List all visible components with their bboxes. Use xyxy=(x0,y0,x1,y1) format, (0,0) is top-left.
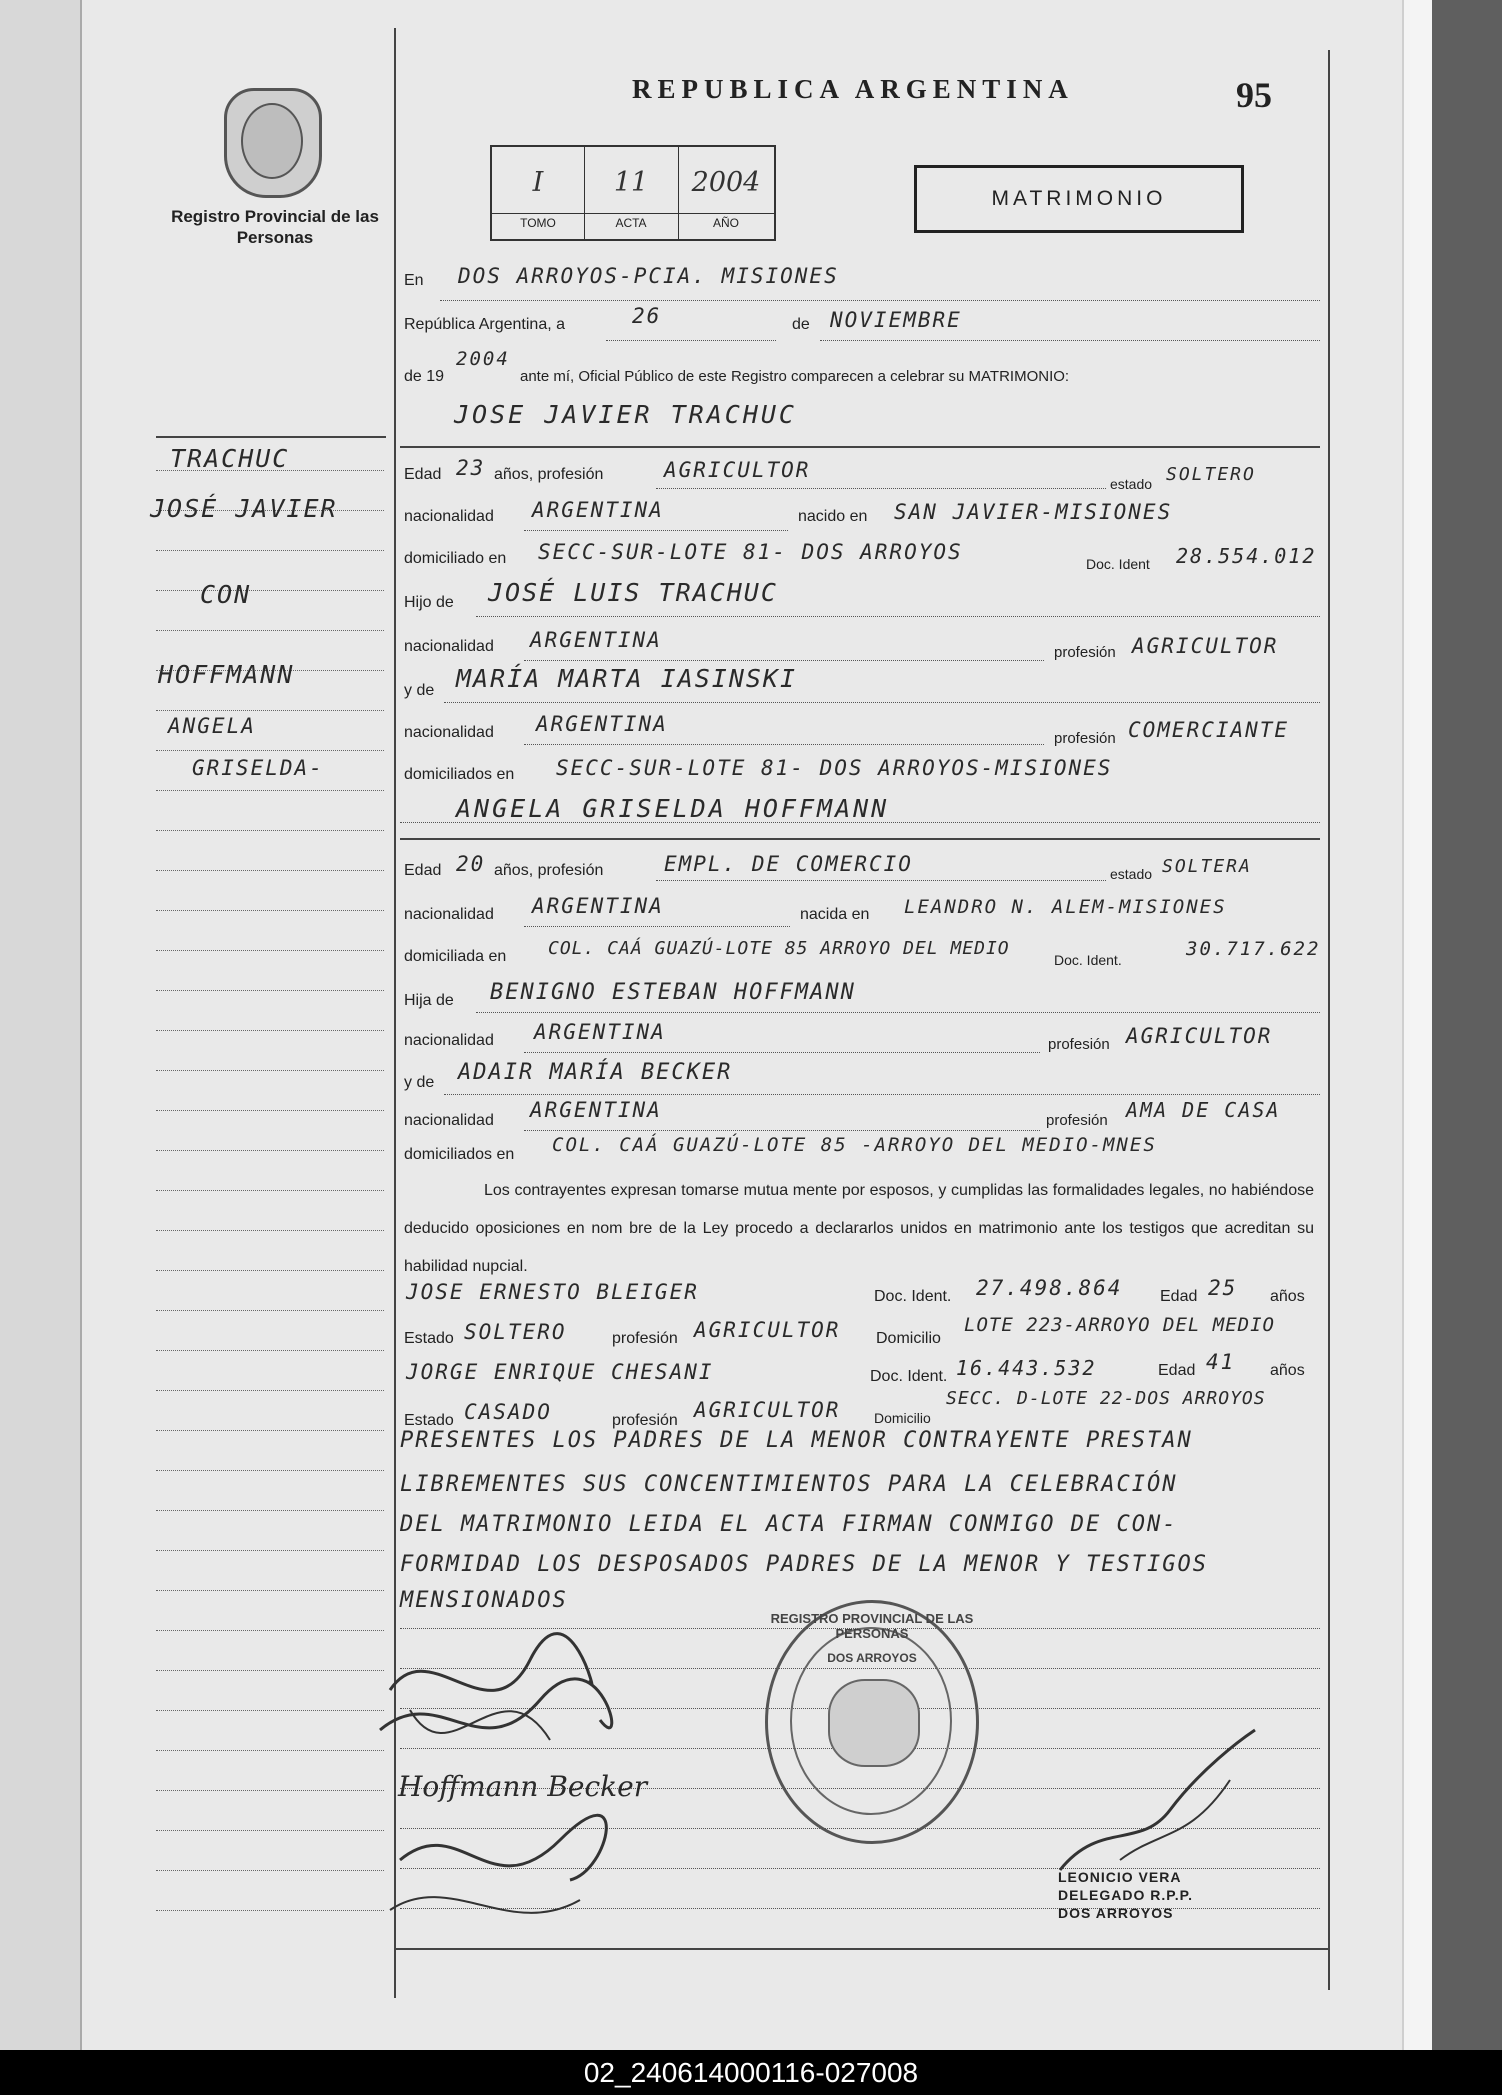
margin-ruled-line xyxy=(156,1150,384,1151)
margin-ruled-line xyxy=(156,750,384,751)
margin-ruled-line xyxy=(156,1710,384,1711)
bride-padre-prof: AGRICULTOR xyxy=(1126,1024,1273,1048)
nac-label-bride: nacionalidad xyxy=(404,906,494,923)
witness1-dom-label: Domicilio xyxy=(876,1330,941,1347)
bottom-rule xyxy=(394,1948,1330,1950)
groom-estado: SOLTERO xyxy=(1166,464,1256,485)
witness1-doc: 27.498.864 xyxy=(976,1276,1123,1300)
margin-ruled-line xyxy=(156,550,384,551)
margin-ruled-line xyxy=(156,1070,384,1071)
witness1-edad: 25 xyxy=(1208,1276,1238,1300)
margin-bride-given1: ANGELA xyxy=(168,714,256,738)
witness1-profesion: AGRICULTOR xyxy=(694,1318,841,1342)
anos-prof-label: años, profesión xyxy=(494,466,604,483)
edad-label-bride: Edad xyxy=(404,862,442,879)
dotted-rule xyxy=(476,1012,1320,1013)
margin-ruled-line xyxy=(156,1750,384,1751)
dotted-rule xyxy=(444,702,1320,703)
place: DOS ARROYOS-PCIA. MISIONES xyxy=(458,264,839,288)
doc-label-bride: Doc. Ident. xyxy=(1054,952,1122,968)
right-border xyxy=(1328,50,1330,1990)
doms-label-bride: domiciliados en xyxy=(404,1146,515,1163)
margin-ruled-line xyxy=(156,830,384,831)
margin-ruled-line xyxy=(156,1390,384,1391)
acta-value: 11 xyxy=(613,167,649,198)
margin-ruled-line xyxy=(156,1590,384,1591)
margin-ruled-line xyxy=(156,1190,384,1191)
note-line-5: MENSIONADOS xyxy=(400,1588,568,1613)
margin-ruled-line xyxy=(156,950,384,951)
dotted-rule xyxy=(524,926,790,927)
margin-ruled-line xyxy=(156,1910,384,1911)
margin-ruled-line xyxy=(156,910,384,911)
dotted-rule xyxy=(524,660,1044,661)
bride-padre-nac: ARGENTINA xyxy=(534,1020,666,1044)
witness2-prof-label: profesión xyxy=(612,1412,678,1429)
signature-hoffmann: Hoffmann Becker xyxy=(398,1770,648,1803)
hija-label: Hija de xyxy=(404,992,454,1009)
dotted-rule xyxy=(820,340,1320,341)
witness2-estado-label: Estado xyxy=(404,1412,454,1429)
rep-label: República Argentina, a xyxy=(404,316,565,333)
official-office: DOS ARROYOS xyxy=(1058,1905,1174,1921)
edad-label: Edad xyxy=(404,466,442,483)
note-line-3: DEL MATRIMONIO LEIDA EL ACTA FIRMAN CONMIGO DE CON- xyxy=(400,1512,1178,1537)
groom-madre-prof: COMERCIANTE xyxy=(1128,718,1290,742)
section-rule xyxy=(400,838,1320,840)
witness1-estado: SOLTERO xyxy=(464,1320,567,1344)
groom-nacido-en: SAN JAVIER-MISIONES xyxy=(894,500,1173,524)
doc-label: Doc. Ident xyxy=(1086,556,1150,572)
year: 2004 xyxy=(456,348,510,370)
day: 26 xyxy=(632,304,662,328)
witness2-doc: 16.443.532 xyxy=(956,1356,1097,1380)
seal-outer-text: REGISTRO PROVINCIAL DE LAS PERSONAS xyxy=(770,1611,974,1641)
anio-value: 2004 xyxy=(691,167,761,198)
margin-ruled-line xyxy=(156,1550,384,1551)
groom-padre-nac: ARGENTINA xyxy=(530,628,662,652)
note-line-4: FORMIDAD LOS DESPOSADOS PADRES DE LA MENOR Y TESTIGOS xyxy=(400,1552,1208,1577)
tomo-cell xyxy=(492,147,585,239)
de-label: de xyxy=(792,316,810,333)
margin-ruled-line xyxy=(156,870,384,871)
margin-ruled-line xyxy=(156,1350,384,1351)
margin-ruled-line xyxy=(156,1510,384,1511)
anos-prof-label-bride: años, profesión xyxy=(494,862,604,879)
groom-madre: MARÍA MARTA IASINSKI xyxy=(456,664,798,693)
dotted-rule xyxy=(656,880,1106,881)
page-number: 95 xyxy=(1236,75,1272,115)
dotted-rule xyxy=(606,340,776,341)
nac-label: nacionalidad xyxy=(404,508,494,525)
witness2-profesion: AGRICULTOR xyxy=(694,1398,841,1422)
dom-label-bride: domiciliada en xyxy=(404,948,507,965)
margin-ruled-line xyxy=(156,1270,384,1271)
padre-nac-label-bride: nacionalidad xyxy=(404,1032,494,1049)
bride-madre: ADAIR MARÍA BECKER xyxy=(458,1060,733,1085)
bride-profesion: EMPL. DE COMERCIO xyxy=(664,852,913,876)
margin-groom-surname: TRACHUC xyxy=(170,444,290,473)
declaration-text: Los contrayentes expresan tomarse mutua mente por esposos, y cumplidas las formalidades legales, no habiéndose deducido oposiciones en nom bre de la Ley procedo a declararlos unidos en matrimonio ante los testigos que acreditan su habilidad nupcial. xyxy=(404,1182,1314,1275)
bride-edad: 20 xyxy=(456,852,486,876)
margin-ruled-line xyxy=(156,1670,384,1671)
witness2-anos-label: años xyxy=(1270,1362,1305,1379)
witness1-estado-label: Estado xyxy=(404,1330,454,1347)
madre-nac-label-bride: nacionalidad xyxy=(404,1112,494,1129)
hijo-label: Hijo de xyxy=(404,594,454,611)
bride-estado: SOLTERA xyxy=(1162,856,1252,877)
record-id-box xyxy=(490,145,776,241)
nacido-label: nacido en xyxy=(798,508,868,525)
prof-label-2: profesión xyxy=(1054,730,1116,747)
official-signature-icon xyxy=(1040,1720,1270,1880)
margin-ruled-line xyxy=(156,790,384,791)
dotted-rule xyxy=(524,530,788,531)
year-prefix: de 19 xyxy=(404,368,445,385)
official-seal-icon xyxy=(765,1600,979,1844)
month: NOVIEMBRE xyxy=(830,308,962,332)
bride-madre-nac: ARGENTINA xyxy=(530,1098,662,1122)
country-heading: REPUBLICA ARGENTINA xyxy=(632,74,1074,104)
margin-bride-given2: GRISELDA- xyxy=(192,756,324,780)
witness1-name: JOSE ERNESTO BLEIGER xyxy=(406,1280,699,1304)
margin-ruled-line xyxy=(156,1030,384,1031)
tomo-value: I xyxy=(532,167,544,198)
dotted-rule xyxy=(476,616,1320,617)
groom-doc: 28.554.012 xyxy=(1176,544,1317,568)
witness1-prof-label: profesión xyxy=(612,1330,678,1347)
estado-label: estado xyxy=(1110,476,1153,492)
note-line-2: LIBREMENTES SUS CONCENTIMIENTOS PARA LA CELEBRACIÓN xyxy=(400,1472,1178,1497)
dotted-rule xyxy=(400,822,1320,823)
bride-full-name: ANGELA GRISELDA HOFFMANN xyxy=(456,794,890,823)
margin-ruled-line xyxy=(156,1310,384,1311)
groom-padres-dom: SECC-SUR-LOTE 81- DOS ARROYOS-MISIONES xyxy=(556,756,1113,780)
groom-padre-prof: AGRICULTOR xyxy=(1132,634,1279,658)
groom-profesion: AGRICULTOR xyxy=(664,458,811,482)
groom-padre: JOSÉ LUIS TRACHUC xyxy=(488,578,778,607)
witness1-anos-label: años xyxy=(1270,1288,1305,1305)
section-rule xyxy=(400,446,1320,448)
bride-padre: BENIGNO ESTEBAN HOFFMANN xyxy=(490,980,856,1005)
margin-ruled-line xyxy=(156,590,384,591)
prof-label: profesión xyxy=(1054,644,1116,661)
tomo-label: TOMO xyxy=(492,213,584,230)
anio-label: AÑO xyxy=(678,213,774,230)
groom-full-name: JOSE JAVIER TRACHUC xyxy=(454,400,797,429)
year-suffix: ante mí, Oficial Público de este Registro comparecen a celebrar su MATRIMONIO: xyxy=(520,368,1070,385)
witness1-domicilio: LOTE 223-ARROYO DEL MEDIO xyxy=(964,1314,1275,1336)
margin-ruled-line xyxy=(156,1790,384,1791)
margin-ruled-line xyxy=(156,1430,384,1431)
groom-domicilio: SECC-SUR-LOTE 81- DOS ARROYOS xyxy=(538,540,963,564)
note-line-1: PRESENTES LOS PADRES DE LA MENOR CONTRAYENTE PRESTAN xyxy=(400,1428,1193,1453)
groom-madre-nac: ARGENTINA xyxy=(536,712,668,736)
witness2-name: JORGE ENRIQUE CHESANI xyxy=(406,1360,714,1384)
margin-ruled-line xyxy=(156,990,384,991)
record-type: MATRIMONIO xyxy=(914,165,1244,233)
margin-ruled-line xyxy=(156,1110,384,1111)
acta-cell xyxy=(584,147,679,239)
witness2-dom-label: Domicilio xyxy=(874,1410,931,1426)
dom-label: domiciliado en xyxy=(404,550,507,567)
witness2-estado: CASADO xyxy=(464,1400,552,1424)
page-edge-right xyxy=(1402,0,1432,2050)
margin-ruled-line xyxy=(156,630,384,631)
margin-ruled-line xyxy=(156,1470,384,1471)
groom-nacionalidad: ARGENTINA xyxy=(532,498,664,522)
book-cover-left xyxy=(0,0,82,2050)
witness1-edad-label: Edad xyxy=(1160,1288,1198,1305)
acta-label: ACTA xyxy=(584,213,678,230)
yde-label: y de xyxy=(404,682,435,699)
margin-ruled-line xyxy=(156,1230,384,1231)
margin-ruled-line xyxy=(156,1830,384,1831)
yde-label-bride: y de xyxy=(404,1074,435,1091)
registry-name: Registro Provincial de las Personas xyxy=(171,207,379,247)
dotted-rule xyxy=(524,1052,1040,1053)
bride-domicilio: COL. CAÁ GUAZÚ-LOTE 85 ARROYO DEL MEDIO xyxy=(548,938,1010,959)
bride-nacionalidad: ARGENTINA xyxy=(532,894,664,918)
dotted-rule xyxy=(440,300,1320,301)
margin-rule xyxy=(156,436,386,438)
margin-groom-given: JOSÉ JAVIER xyxy=(150,494,338,523)
doms-label: domiciliados en xyxy=(404,766,515,783)
bride-madre-prof: AMA DE CASA xyxy=(1126,1098,1281,1122)
dotted-rule xyxy=(524,744,1044,745)
dotted-rule xyxy=(524,1130,1040,1131)
witness2-domicilio: SECC. D-LOTE 22-DOS ARROYOS xyxy=(946,1388,1266,1409)
anio-cell xyxy=(678,147,774,239)
witness2-doc-label: Doc. Ident. xyxy=(870,1368,948,1385)
bride-padres-dom: COL. CAÁ GUAZÚ-LOTE 85 -ARROYO DEL MEDIO-MNES xyxy=(552,1134,1157,1156)
en-label: En xyxy=(404,272,424,289)
bride-nacida-en: LEANDRO N. ALEM-MISIONES xyxy=(904,896,1227,918)
margin-ruled-line xyxy=(156,1630,384,1631)
margin-ruled-line xyxy=(156,1870,384,1871)
official-stamp xyxy=(1058,1868,1248,1922)
witness1-doc-label: Doc. Ident. xyxy=(874,1288,952,1305)
file-id: 02_240614000116-027008 xyxy=(0,2050,1502,2095)
groom-edad: 23 xyxy=(456,456,486,480)
margin-con: CON xyxy=(200,580,252,609)
witness2-edad: 41 xyxy=(1206,1350,1236,1374)
dotted-rule xyxy=(444,1094,1320,1095)
official-name: LEONICIO VERA xyxy=(1058,1869,1182,1885)
witness2-edad-label: Edad xyxy=(1158,1362,1196,1379)
prof-label-bride: profesión xyxy=(1048,1036,1110,1053)
prof-label-bride-2: profesión xyxy=(1046,1112,1108,1129)
margin-ruled-line xyxy=(156,710,384,711)
margin-bride-surname: HOFFMANN xyxy=(158,660,295,689)
coat-of-arms-icon xyxy=(224,88,322,198)
padre-nac-label: nacionalidad xyxy=(404,638,494,655)
seal-inner-text: DOS ARROYOS xyxy=(827,1651,917,1665)
official-title: DELEGADO R.P.P. xyxy=(1058,1887,1194,1903)
estado-label-bride: estado xyxy=(1110,866,1153,882)
bride-doc: 30.717.622 xyxy=(1186,938,1321,960)
madre-nac-label: nacionalidad xyxy=(404,724,494,741)
dotted-rule xyxy=(656,488,1106,489)
nacida-label: nacida en xyxy=(800,906,870,923)
